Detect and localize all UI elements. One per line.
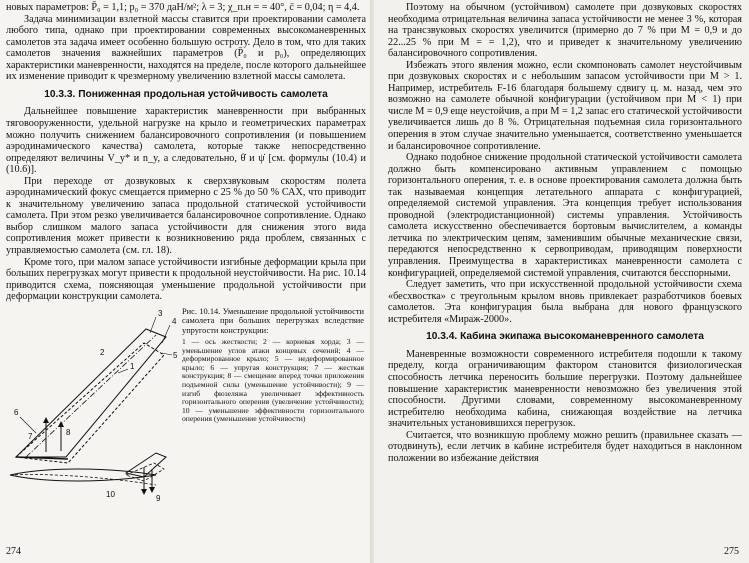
leader-line xyxy=(162,353,172,355)
figure-label-9: 9 xyxy=(156,493,161,503)
left-page xyxy=(0,0,372,563)
paragraph: Избежать этого явления можно, если скомпоновать самолет неустойчивым при дозвуковых скоростях и с небольшим запасом устойчивости при M > 1. Например, истребитель F-16 благодаря большему сдвигу ц. м. назад, чем это возможно на самолете обычной конфигурации (устойчивом при M < 1) при числе M = 0,9 еще неустойчив, а при M = 1,2 запас его статической устойчивости увеличивается лишь до 8 %. Отрицательная подъемная сила горизонтального оперения в этом случае значительно уменьшается, соответственно уменьшается и балансировочное сопротивление. xyxy=(388,59,742,152)
paragraph: Однако подобное снижение продольной статической устойчивости самолета должно быть компенсировано активным управлением с помощью горизонтального оперения, т. е. в основе проектирования самолета должна быть так называемая концепция летательного аппарата с конфигурацией, определяемой системой управления. Эта концепция требует использования проводной (электродистанционной) системы управления. Устойчивость самолета искусственно обеспечивается бортовым вычислителем, а команды летчика по электрическим цепям, заменившим обычные механические связи, передаются непосредственно к сервоприводам, приводящим поверхности управления. Преимущества в характеристиках маневренности самолета с конфигурацией, определяемой системой управления, считаются бесспорными. xyxy=(388,152,742,279)
figure-label-2: 2 xyxy=(100,347,105,357)
arrow-head xyxy=(141,489,147,495)
leader-line xyxy=(20,417,36,433)
figure-label-8: 8 xyxy=(66,427,71,437)
figure-label-1: 1 xyxy=(130,361,135,371)
paragraph: Кроме того, при малом запасе устойчивости изгибные деформации крыла при больших перегрузках могут привести к продольной неустойчивости. На рис. 10.14 приводится схема, поясняющая уменьшение продольной устойчивости при деформации конструкции самолета. xyxy=(6,256,366,303)
figure-caption-legend: 1 — ось жесткости; 2 — корневая хорда; 3 — уменьшение углов атаки концевых сечений; 4 — деформированное крыло; 5 — недеформированное крыло; 6 — упругая конструкция; 7 — жесткая конструкция; 8 — смещение вперед точки приложения подъемной силы (уменьшение устойчивости); 9 — изгиб фюзеляжа увеличивает эффективность горизонтального оперения (увеличение устойчивости); 10 — уменьшение эффективности горизонтального оперения (уменьшение устойчивости) xyxy=(182,336,364,424)
figure-label-10: 10 xyxy=(106,489,115,499)
wing-deformation-diagram xyxy=(6,307,182,503)
figure-caption-title: Рис. 10.14. Уменьшение продольной устойчивости самолета при больших перегрузках вследствие упругости конструкции: xyxy=(182,306,364,335)
figure-label-6: 6 xyxy=(14,407,19,417)
leader-line xyxy=(162,325,170,343)
leader-line xyxy=(118,369,128,373)
figure-10-14 xyxy=(6,307,366,503)
paragraph: При переходе от дозвуковых к сверхзвуковым скоростям полета аэродинамический фокус смещается примерно с 25 % до 50 % САХ, что приводит к значительному увеличению запаса продольной статической устойчивости самолета. При этом резко увеличивается балансировочное сопротивление. Однако выбор слишком малого запаса устойчивости для снижения этого вида сопротивления может привести к возникновению ряда проблем, связанных с управляемостью самолета (см. гл. 18). xyxy=(6,175,366,256)
bent-fuselage xyxy=(10,474,156,485)
paragraph: Следует заметить, что при искусственной продольной устойчивости схема «бесхвостка» с треугольным крылом вновь привлекает разработчиков боевых самолетов. Эта конфигурация была выбрана для нового французского истребителя «Мираж-2000». xyxy=(388,279,742,325)
figure-label-5: 5 xyxy=(173,350,178,360)
section-title: 10.3.4. Кабина экипажа высокоманевренного самолета xyxy=(426,331,704,343)
leader-line xyxy=(150,317,156,333)
figure-label-7: 7 xyxy=(28,431,33,441)
left-text-column xyxy=(6,2,366,503)
paragraph: Задача минимизации взлетной массы ставится при проектировании самолета любого типа, однако при проектировании современных высокоманевренных самолетов эта задача имеет особенно большую остроту. Дело в том, что для таких самолетов значения важнейших параметров (P̄₀ и p₀), определяющих характеристики маневренности, находятся на пределе, после которого дальнейшее их изменение приводит к чрезмерному увеличению взлетной массы самолета. xyxy=(6,13,366,83)
arrow-head xyxy=(58,421,64,427)
figure-caption xyxy=(182,307,364,424)
arrow-head xyxy=(149,487,155,493)
paragraph: Считается, что возникшую проблему можно решить (правильнее сказать — отодвинуть), если летчик в кабине истребителя будет находиться в наклонном положении во избежание действия xyxy=(388,429,742,464)
right-text-column xyxy=(388,2,742,464)
paragraph: Маневренные возможности современного истребителя подошли к такому пределу, когда ограничивающим фактором становится физиологическая способность летчика переносить большие перегрузки. Поэтому дальнейшее повышение характеристик маневренности невозможно без увеличения этой способности. Другими словами, современному высокоманевренному истребителю необходима кабина, снижающая воздействие на летчика значительных установившихся перегрузок. xyxy=(388,348,742,430)
paragraph: Дальнейшее повышение характеристик маневренности при выбранных тяговооруженности, удельной нагрузке на крыло и геометрических параметрах можно получить снижением балансировочного сопротивления (и повышением аэродинамического качества) самолета, которые также непосредственно определяют величины V_y* и n_y, а следовательно, θ̇ и ψ̇ [см. формулы (10.4) и (10.6)]. xyxy=(6,106,366,176)
section-title: 10.3.3. Пониженная продольная устойчивость самолета xyxy=(44,88,328,100)
page-number: 274 xyxy=(6,546,21,557)
arrow-head xyxy=(43,417,49,423)
figure-label-3: 3 xyxy=(158,308,163,318)
params-line: новых параметров: P̄₀ = 1,1; p₀ = 370 даН/м²; λ = 3; χ_п.н = = 40°, c̄ = 0,04; η = 4,4. xyxy=(6,2,360,13)
deformed-wing-outline xyxy=(16,343,164,463)
page-number: 275 xyxy=(724,546,739,557)
paragraph: Поэтому на обычном (устойчивом) самолете при дозвуковых скоростях необходима отрицательная величина запаса устойчивости не менее 3 %, которая на трансзвуковых скоростях увеличится (примерно до 7 % при M = 0,9 и до 22...25 % при M = = 1,2), что и приведет к значительному увеличению балансировочного сопротивления. xyxy=(388,2,742,60)
figure-label-4: 4 xyxy=(172,316,177,326)
right-page xyxy=(374,0,749,563)
